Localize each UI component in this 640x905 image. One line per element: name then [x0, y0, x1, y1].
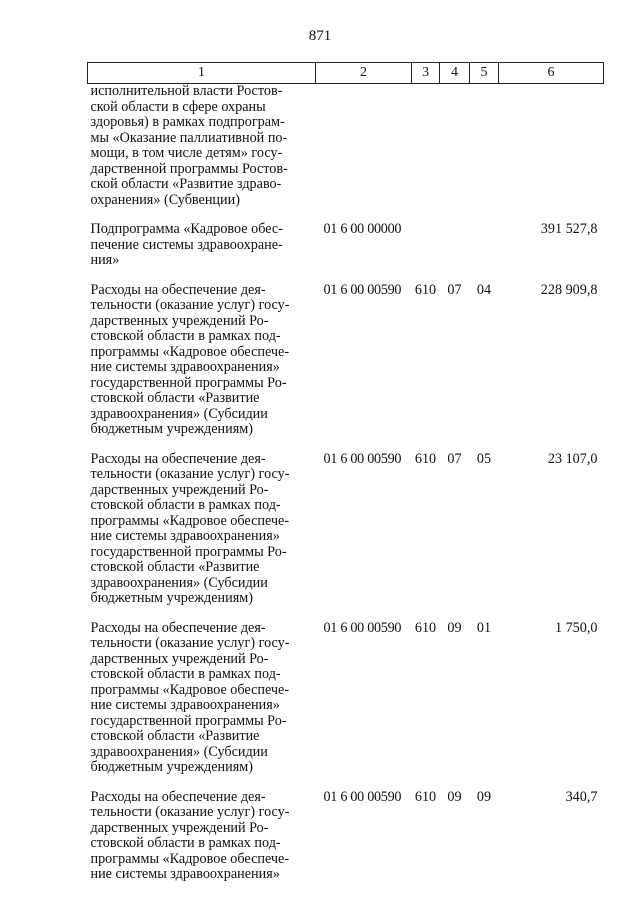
column-header-6: 6: [499, 63, 604, 84]
row-amount: 23 107,0: [547, 450, 598, 467]
table-row: [88, 283, 604, 452]
row-description: Расходы на обеспечение дея- тельности (оказание услуг) госу- дарственных учреждений Ро- стовской области в рамках под- программы «Кадровое обеспече- ние системы здравоохранения»: [90, 788, 290, 882]
row-subsection: 01: [476, 619, 492, 636]
row-description: Расходы на обеспечение дея- тельности (оказание услуг) госу- дарственных учреждений Ро- стовской области в рамках под- программы «Кадровое обеспече- ние системы здравоохранения» государственной программы Ро- стовской области «Развитие здравоохранения» (Субсидии бюджетным учреждениям): [90, 450, 290, 606]
row-target-code: 01 6 00 00590: [323, 450, 402, 467]
table-row: [88, 84, 604, 223]
row-section: 09: [447, 619, 462, 636]
row-target-code: 01 6 00 00590: [323, 619, 402, 636]
row-subsection: 05: [476, 450, 492, 467]
row-subsection: [470, 222, 499, 283]
row-expense-type: [412, 84, 440, 223]
row-expense-type: 610: [414, 281, 437, 298]
row-target-code: 01 6 00 00000: [323, 221, 402, 237]
column-header-3: 3: [412, 63, 440, 84]
column-header-1: 1: [88, 63, 316, 84]
row-expense-type: 610: [414, 788, 437, 805]
row-target-code: [316, 84, 412, 223]
column-header-2: 2: [316, 63, 412, 84]
row-subsection: 04: [476, 281, 492, 298]
table-header-row: [88, 63, 604, 84]
row-target-code: 01 6 00 00590: [323, 788, 402, 805]
row-section: 07: [447, 281, 462, 298]
column-header-5: 5: [470, 63, 499, 84]
row-description: Расходы на обеспечение дея- тельности (оказание услуг) госу- дарственных учреждений Ро- стовской области в рамках под- программы «Кадровое обеспече- ние системы здравоохранения» государственной программы Ро- стовской области «Развитие здравоохранения» (Субсидии бюджетным учреждениям): [90, 281, 290, 437]
page-number: 871: [308, 28, 332, 44]
row-amount: 340,7: [565, 788, 598, 805]
budget-table: [87, 62, 604, 897]
row-section: 07: [447, 450, 462, 467]
row-subsection: 09: [476, 788, 492, 805]
row-description: исполнительной власти Ростов- ской области в сфере охраны здоровья) в рамках подпрограм- мы «Оказание паллиативной по- мощи, в том числе детям» госу- дарственной программы Ростов- ской области «Развитие здраво- охранения» (Субвенции): [90, 83, 288, 208]
row-expense-type: [412, 222, 440, 283]
row-section: [440, 84, 470, 223]
table-row: [88, 452, 604, 621]
table-row: [88, 621, 604, 790]
row-amount: 228 909,8: [540, 281, 598, 298]
row-amount: 1 750,0: [554, 619, 598, 636]
row-section: 09: [447, 788, 462, 805]
column-header-4: 4: [440, 63, 470, 84]
table-row: [88, 790, 604, 897]
row-amount: 391 527,8: [540, 221, 598, 237]
row-description: Подпрограмма «Кадровое обес- печение системы здравоохране- ния»: [90, 221, 283, 268]
table-row: [88, 222, 604, 283]
row-expense-type: 610: [414, 619, 437, 636]
row-target-code: 01 6 00 00590: [323, 281, 402, 298]
row-section: [440, 222, 470, 283]
row-description: Расходы на обеспечение дея- тельности (оказание услуг) госу- дарственных учреждений Ро- стовской области в рамках под- программы «Кадровое обеспече- ние системы здравоохранения» государственной программы Ро- стовской области «Развитие здравоохранения» (Субсидии бюджетным учреждениям): [90, 619, 290, 775]
row-expense-type: 610: [414, 450, 437, 467]
row-amount: [499, 84, 604, 223]
row-subsection: [470, 84, 499, 223]
